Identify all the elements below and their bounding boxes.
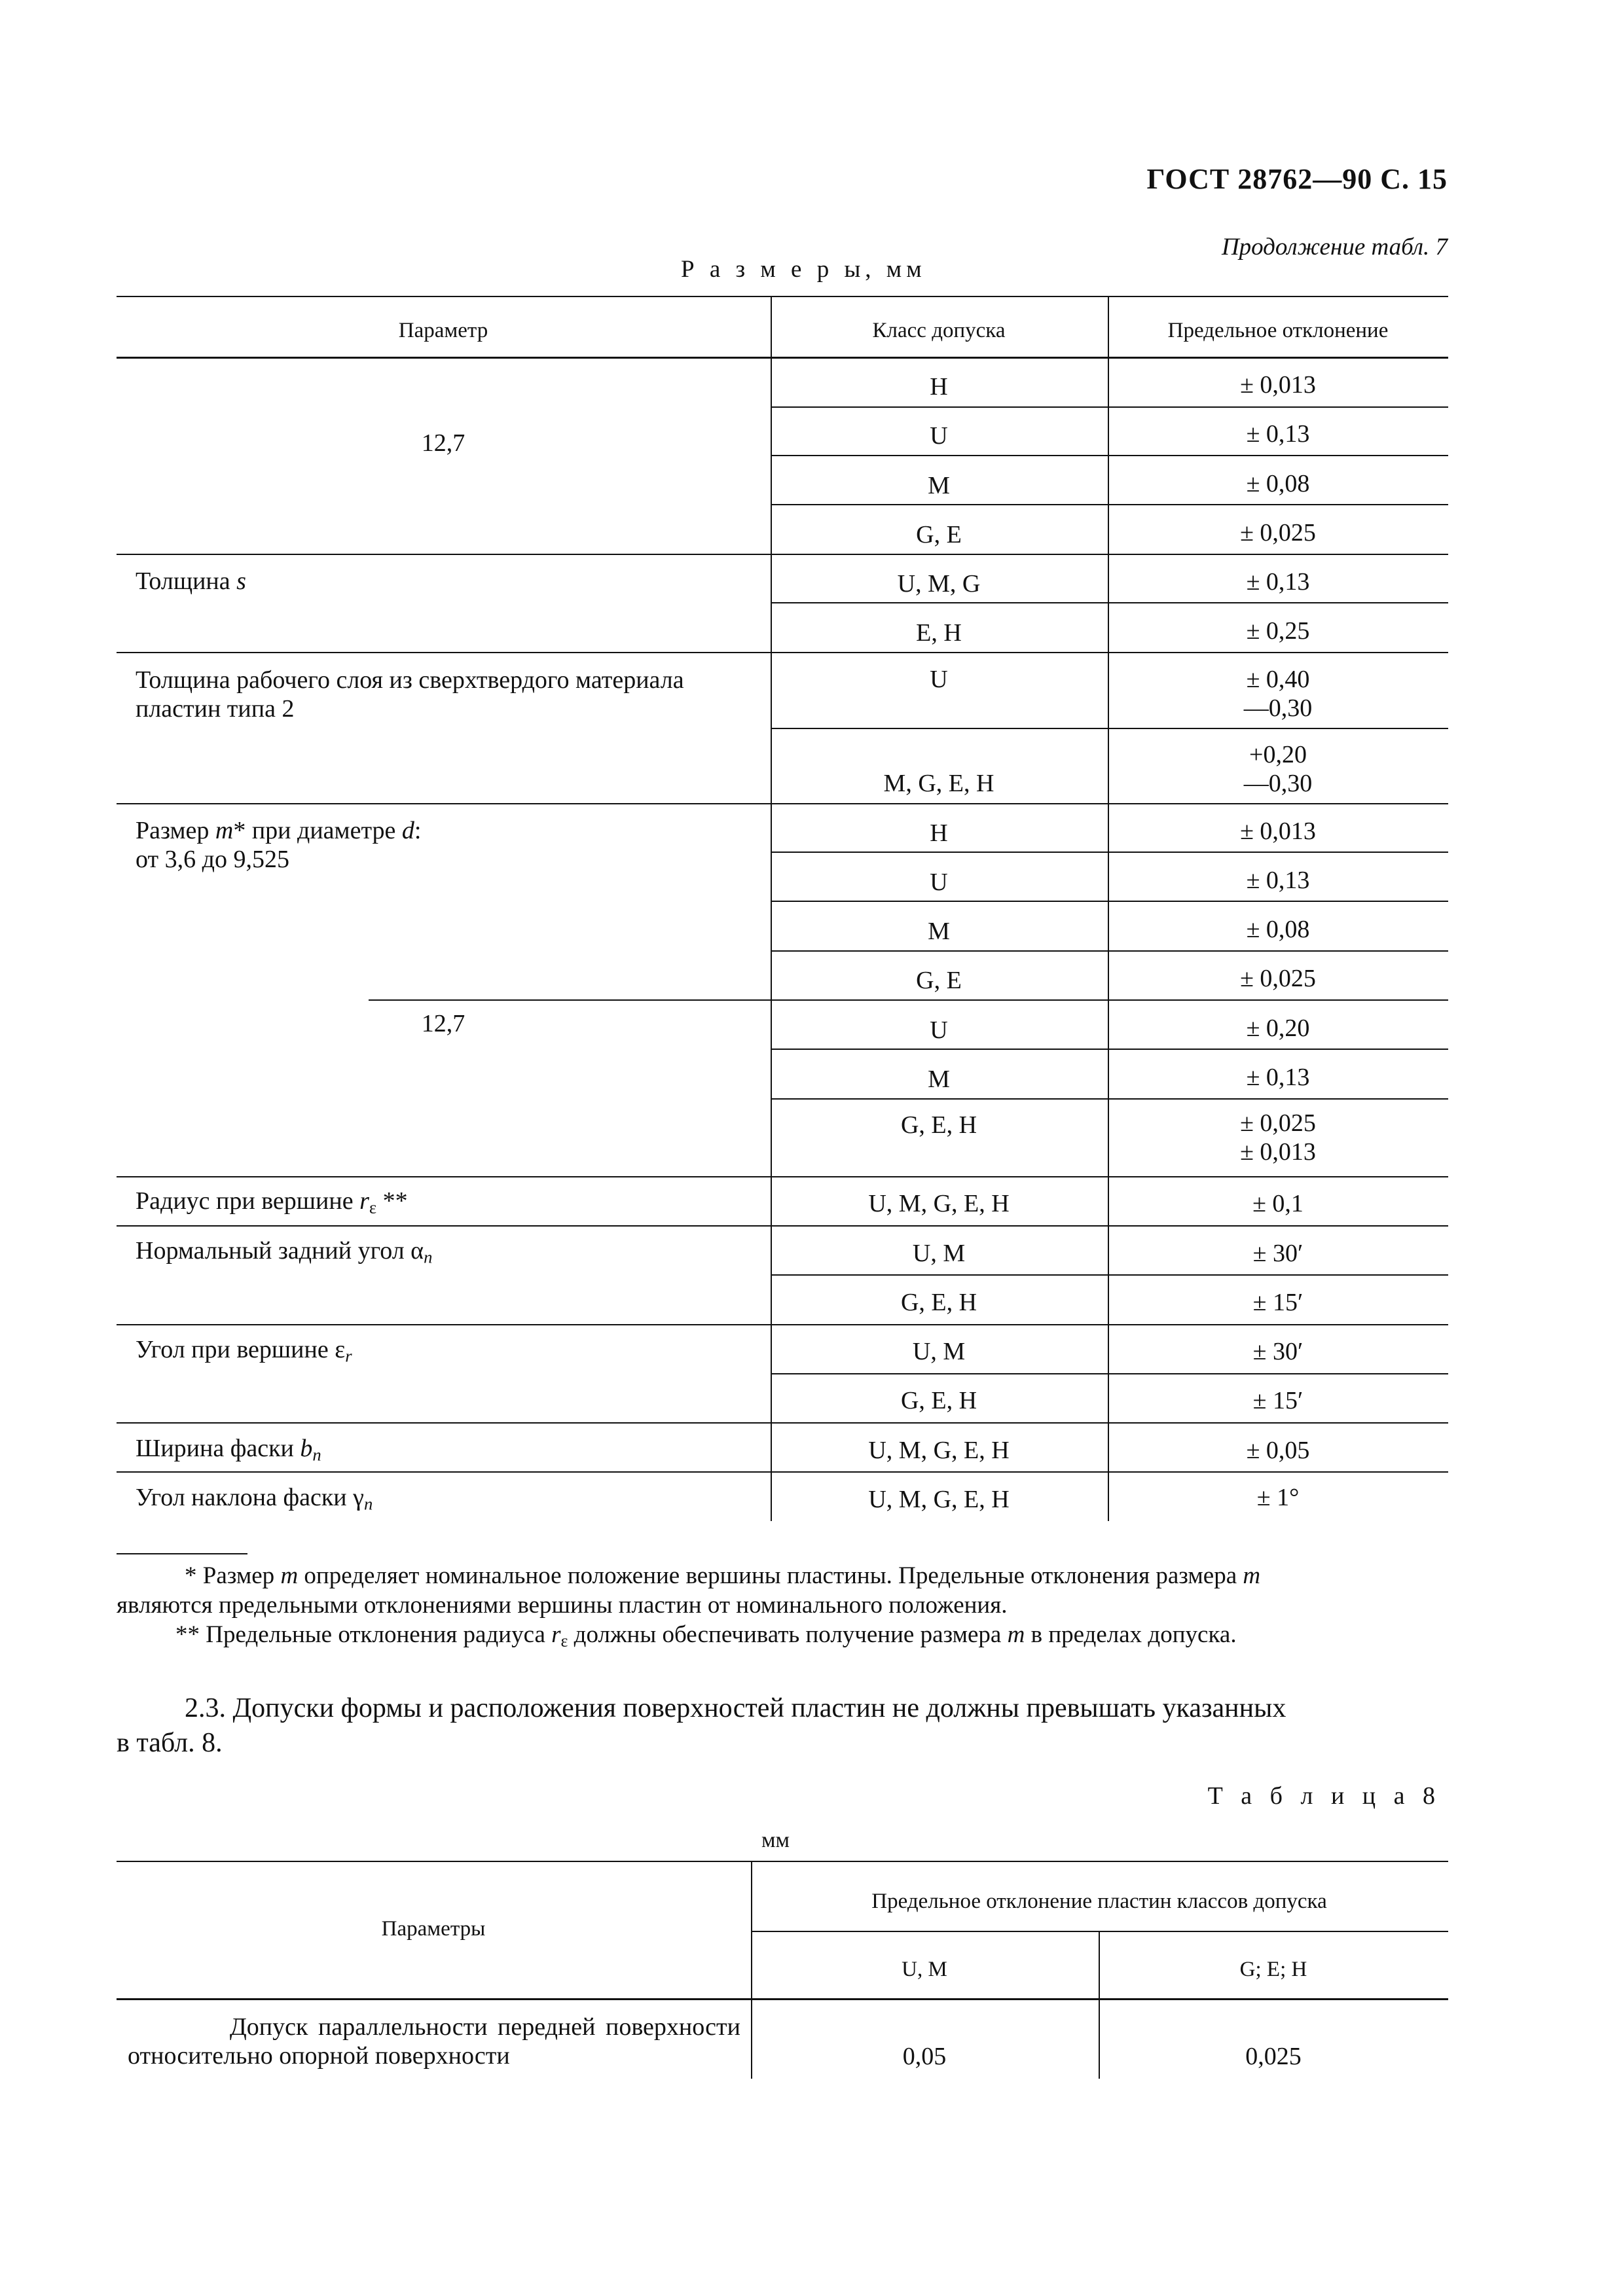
class-cell: U	[930, 422, 948, 450]
class-cell: M	[928, 1066, 950, 1093]
param-size-m: Размер m* при диаметре d: от 3,6 до 9,525	[136, 817, 422, 873]
table8-title: Т а б л и ц а 8	[1207, 1782, 1441, 1810]
deviation-cell: ± 0,013	[1240, 371, 1316, 399]
param-12-7-b: 12,7	[421, 1010, 465, 1037]
deviation-cell: ± 1°	[1256, 1484, 1300, 1511]
page-header: ГОСТ 28762—90 С. 15	[1146, 163, 1448, 195]
row-divider	[771, 1274, 1448, 1276]
table7-top-border	[117, 296, 1448, 297]
column-divider	[1099, 1931, 1100, 2079]
deviation-cell: ± 0,05	[1246, 1437, 1310, 1464]
table7-units: Р а з м е р ы, мм	[681, 256, 926, 283]
table8-subheader-geh: G; E; H	[1239, 1958, 1307, 1981]
deviation-cell: ± 15′	[1252, 1387, 1304, 1414]
row-divider	[771, 504, 1448, 505]
deviation-cell: ± 30′	[1252, 1338, 1304, 1365]
param-thickness: Толщина s	[136, 567, 246, 595]
table-continuation-label: Продолжение табл. 7	[1221, 234, 1448, 260]
row-divider	[771, 728, 1448, 729]
row-divider	[771, 852, 1448, 853]
class-cell: U, M, G, E, H	[868, 1486, 1010, 1513]
row-divider	[117, 554, 1448, 555]
row-divider	[117, 1225, 1448, 1227]
class-cell: U	[930, 666, 948, 693]
class-cell: G, E	[916, 521, 962, 548]
deviation-cell: ± 0,25	[1246, 617, 1310, 645]
row-divider	[771, 602, 1448, 603]
table8-row-param: Допуск параллельности передней поверхности относительно опорной поверхности	[128, 2013, 740, 2070]
column-divider	[771, 296, 772, 1521]
row-divider	[771, 1373, 1448, 1374]
table7-header-deviation: Предельное отклонение	[1167, 319, 1389, 342]
deviation-cell: ± 15′	[1252, 1289, 1304, 1316]
class-cell: H	[930, 373, 948, 401]
table8-header-group: Предельное отклонение пластин классов допуска	[871, 1890, 1327, 1913]
paragraph-2-3: 2.3. Допуски формы и расположения поверхностей пластин не должны превышать указанных	[185, 1693, 1286, 1723]
class-cell: G, E	[916, 967, 962, 994]
class-cell: U, M	[912, 1240, 966, 1267]
deviation-cell: ± 0,13	[1246, 867, 1310, 894]
row-divider	[771, 406, 1448, 408]
class-cell: H	[930, 819, 948, 847]
param-chamfer-angle: Угол наклона фаски $\gamma_n$	[136, 1484, 373, 1514]
table7-header-param: Параметр	[398, 319, 488, 342]
deviation-cell: ± 0,13	[1246, 568, 1310, 596]
table8-subheader-um: U, M	[902, 1958, 947, 1981]
deviation-cell: ± 0,13	[1246, 420, 1310, 448]
class-cell: M	[928, 918, 950, 945]
deviation-cell: ± 0,1	[1252, 1190, 1304, 1217]
table8-top-border	[117, 1861, 1448, 1862]
param-chamfer-width: Ширина фаски $b_n$	[136, 1435, 321, 1465]
param-12-7: 12,7	[421, 429, 465, 457]
param-tip-radius: Радиус при вершине $r_\varepsilon$ **	[136, 1187, 408, 1217]
deviation-cell: ± 0,013	[1240, 817, 1316, 845]
class-cell: M, G, E, H	[883, 770, 994, 797]
deviation-cell: ± 0,08	[1246, 470, 1310, 497]
table8-header-param: Параметры	[381, 1917, 486, 1941]
row-divider	[117, 803, 1448, 804]
class-cell: U	[930, 1016, 948, 1044]
row-divider	[117, 1422, 1448, 1424]
table8-value-geh: 0,025	[1245, 2043, 1302, 2070]
footnote-2: ** Предельные отклонения радиуса $r_\varepsilon$ должны обеспечивать получение размера m в пределах допуска.	[175, 1621, 1237, 1651]
param-tip-angle: Угол при вершине $\varepsilon_r$	[136, 1336, 352, 1366]
row-divider	[369, 999, 1448, 1001]
row-divider	[117, 652, 1448, 653]
row-divider	[117, 1471, 1448, 1473]
param-working-layer: Толщина рабочего слоя из сверхтвердого материала пластин типа 2	[136, 666, 684, 723]
deviation-cell: +0,20 —0,30	[1243, 741, 1313, 797]
deviation-cell: ± 0,025	[1240, 965, 1316, 992]
class-cell: E, H	[916, 619, 962, 647]
class-cell: U, M, G	[897, 570, 981, 598]
row-divider	[771, 901, 1448, 902]
deviation-cell: ± 0,40 —0,30	[1243, 666, 1313, 722]
row-divider	[117, 1176, 1448, 1177]
class-cell: U	[930, 869, 948, 896]
class-cell: U, M	[912, 1338, 966, 1365]
class-cell: M	[928, 472, 950, 499]
class-cell: G, E, H	[900, 1111, 977, 1139]
column-divider	[751, 1861, 752, 2079]
deviation-cell: ± 0,20	[1246, 1014, 1310, 1042]
row-divider	[771, 1049, 1448, 1050]
footnote-1-line2: являются предельными отклонениями вершины пластин от номинального положения.	[117, 1592, 1008, 1619]
deviation-cell: ± 0,025 ± 0,013	[1240, 1109, 1316, 1166]
class-cell: G, E, H	[900, 1289, 977, 1316]
table8-units: мм	[761, 1828, 790, 1852]
footnote-1: * Размер m определяет номинальное положение вершины пластины. Предельные отклонения размера m	[185, 1562, 1261, 1589]
row-divider	[771, 950, 1448, 952]
deviation-cell: ± 30′	[1252, 1240, 1304, 1267]
deviation-cell: ± 0,13	[1246, 1064, 1310, 1091]
class-cell: U, M, G, E, H	[868, 1190, 1010, 1217]
table8-value-um: 0,05	[902, 2043, 947, 2070]
deviation-cell: ± 0,025	[1240, 519, 1316, 547]
column-divider	[1108, 296, 1109, 1521]
table8-header-bottom	[117, 1998, 1448, 2000]
table7-header-class: Класс допуска	[872, 319, 1006, 342]
row-divider	[771, 1098, 1448, 1100]
row-divider	[117, 1324, 1448, 1325]
paragraph-2-3-line2: в табл. 8.	[117, 1728, 223, 1758]
row-divider	[771, 455, 1448, 456]
param-clearance-angle: Нормальный задний угол $\alpha_n$	[136, 1237, 433, 1267]
table7-header-bottom	[117, 357, 1448, 359]
footnote-rule	[117, 1553, 247, 1554]
class-cell: U, M, G, E, H	[868, 1437, 1010, 1464]
deviation-cell: ± 0,08	[1246, 916, 1310, 943]
class-cell: G, E, H	[900, 1387, 977, 1414]
